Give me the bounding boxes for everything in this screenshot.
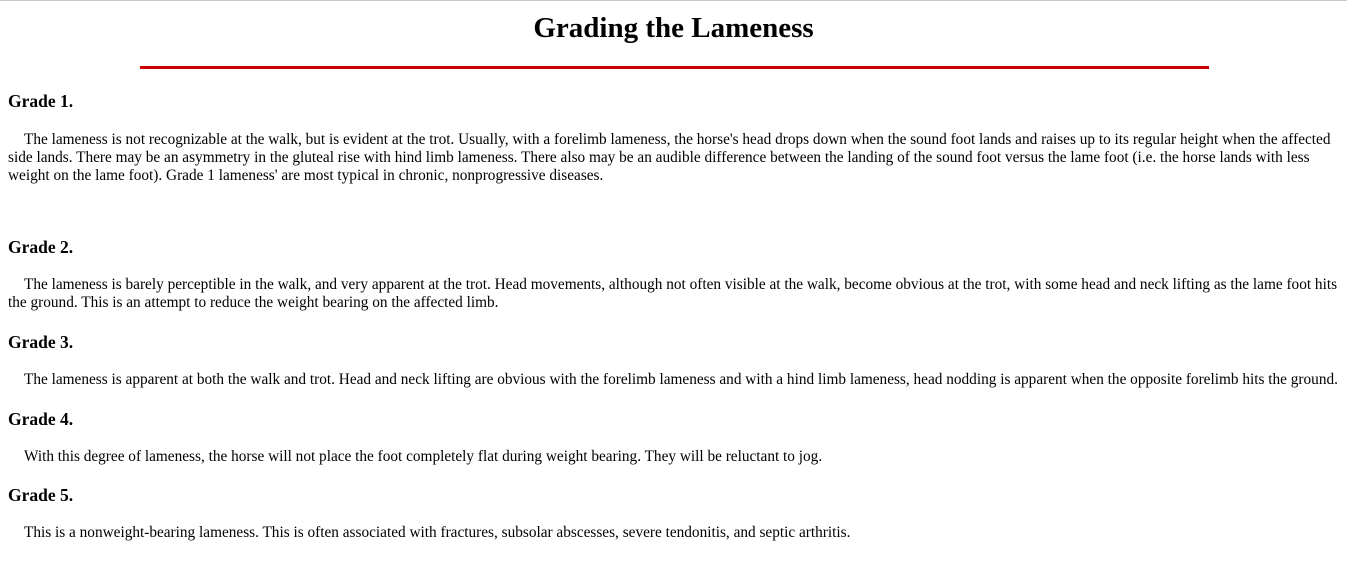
grade-section	[8, 484, 1339, 542]
grade-description: The lameness is apparent at both the walk and trot. Head and neck lifting are obvious with the forelimb lameness and with a hind limb lameness, head nodding is apparent when the opposite forelimb hits the ground.	[24, 371, 1338, 388]
grade-section	[8, 90, 1339, 185]
grade-description: This is a nonweight-bearing lameness. This is often associated with fractures, subsolar abscesses, severe tendonitis, and septic arthritis.	[24, 524, 851, 541]
grade-description: The lameness is barely perceptible in the walk, and very apparent at the trot. Head movements, although not often visible at the walk, become obvious at the trot, with some head and neck lifting as the lame foot hits the ground. This is an attempt to reduce the weight bearing on the affected limb.	[8, 276, 1338, 311]
grade-heading: Grade 3.	[8, 332, 74, 352]
title-divider	[140, 66, 1209, 69]
grade-heading: Grade 5.	[8, 485, 74, 505]
grades-content	[0, 90, 1347, 542]
grade-heading: Grade 1.	[8, 91, 74, 111]
grade-description: The lameness is not recognizable at the walk, but is evident at the trot. Usually, with a forelimb lameness, the horse's head drops down when the sound foot lands and raises up to its regular height when the affected side lands. There may be an asymmetry in the gluteal rise with hind limb lameness. There also may be an audible difference between the landing of the sound foot versus the lame foot (i.e. the horse lands with less weight on the lame foot). Grade 1 lameness' are most typical in chronic, nonprogressive diseases.	[8, 131, 1331, 184]
page-title: Grading the Lameness	[533, 12, 814, 44]
grade-description: With this degree of lameness, the horse will not place the foot completely flat during weight bearing. They will be reluctant to jog.	[24, 448, 823, 465]
grade-heading: Grade 4.	[8, 409, 74, 429]
grade-section	[8, 408, 1339, 466]
grade-heading: Grade 2.	[8, 237, 74, 257]
grade-section	[8, 331, 1339, 389]
grade-section	[8, 236, 1339, 312]
